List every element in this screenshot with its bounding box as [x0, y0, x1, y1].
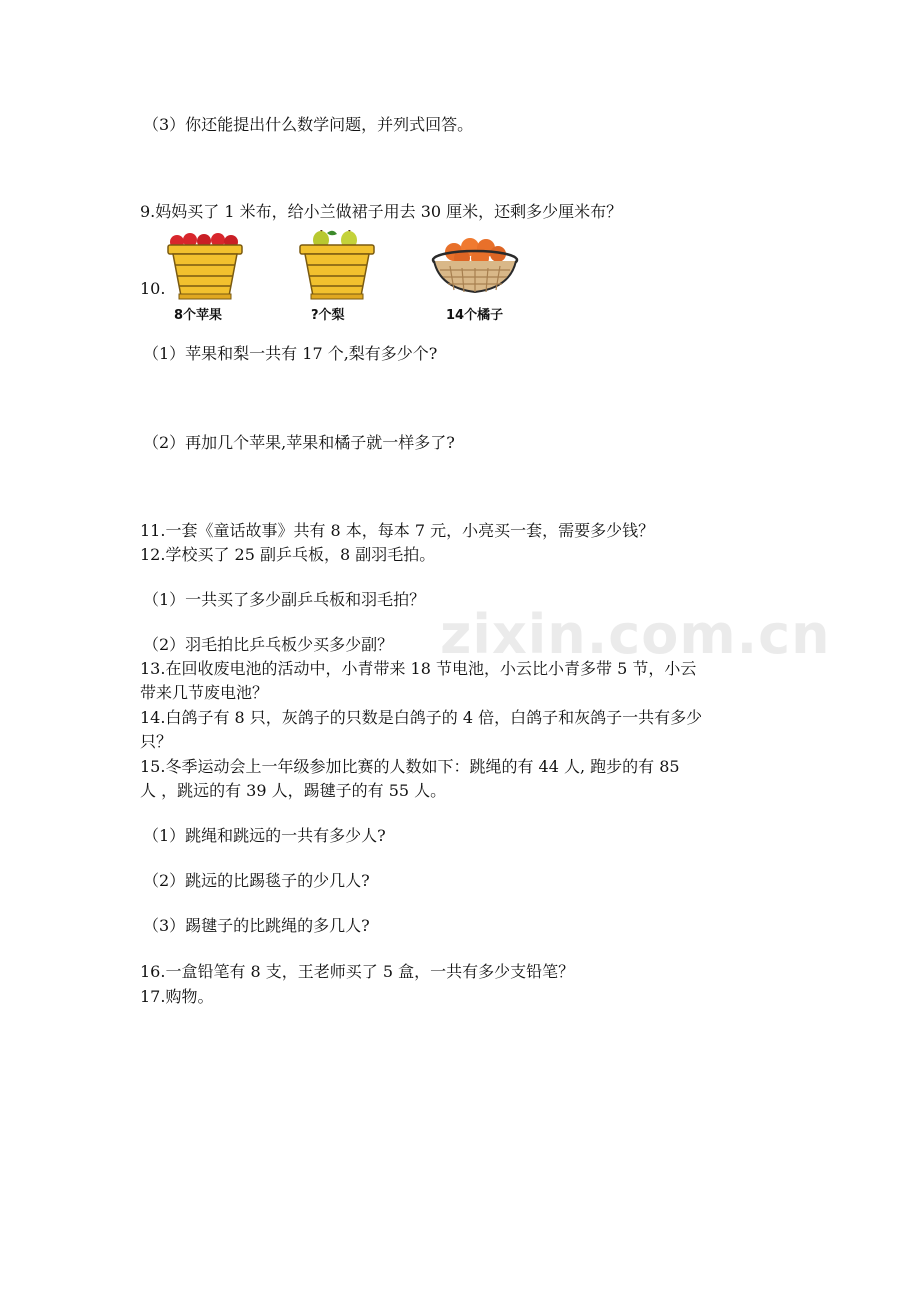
apple-basket-icon — [165, 230, 245, 302]
pear-basket-icon — [297, 230, 377, 302]
question-15-2: （2）跳远的比踢毯子的少几人? — [143, 871, 370, 890]
question-14-line2: 只？ — [140, 732, 173, 751]
question-16: 16.一盒铅笔有 8 支，王老师买了 5 盒，一共有多少支铅笔？ — [140, 962, 575, 981]
question-15-3: （3）踢毽子的比跳绳的多几人? — [143, 916, 370, 935]
question-17: 17.购物。 — [140, 987, 214, 1006]
question-15-1: （1）跳绳和跳远的一共有多少人? — [143, 826, 386, 845]
pear-count-label: ?个梨 — [311, 308, 345, 323]
question-10-2: （2）再加几个苹果,苹果和橘子就一样多了? — [143, 433, 455, 452]
question-15-line1: 15.冬季运动会上一年级参加比赛的人数如下：跳绳的有 44 人, 跑步的有 85 — [140, 757, 680, 776]
orange-basket-icon — [430, 230, 520, 302]
watermark: zixin.com.cn — [440, 603, 831, 666]
apple-count-label: 8个苹果 — [174, 308, 223, 323]
question-10-number: 10. — [140, 279, 166, 298]
pear-basket-figure — [297, 230, 377, 330]
question-11: 11.一套《童话故事》共有 8 本，每本 7 元，小亮买一套，需要多少钱？ — [140, 521, 655, 540]
question-14-line1: 14.白鸽子有 8 只，灰鸽子的只数是白鸽子的 4 倍，白鸽子和灰鸽子一共有多少 — [140, 708, 703, 727]
question-9: 9.妈妈买了 1 米布，给小兰做裙子用去 30 厘米，还剩多少厘米布？ — [140, 202, 623, 221]
question-13-line2: 带来几节废电池？ — [140, 683, 269, 702]
orange-basket-figure — [430, 230, 520, 330]
question-12-2: （2）羽毛拍比乒乓板少买多少副？ — [143, 635, 394, 654]
question-12: 12.学校买了 25 副乒乓板，8 副羽毛拍。 — [140, 545, 436, 564]
question-10-1: （1）苹果和梨一共有 17 个,梨有多少个? — [143, 344, 438, 363]
question-12-1: （1）一共买了多少副乒乓板和羽毛拍？ — [143, 590, 426, 609]
question-8-3: （3）你还能提出什么数学问题，并列式回答。 — [143, 115, 474, 134]
apple-basket-figure — [165, 230, 245, 330]
question-15-line2: 人 ，跳远的有 39 人，踢毽子的有 55 人。 — [140, 781, 447, 800]
orange-count-label: 14个橘子 — [446, 308, 504, 323]
question-13-line1: 13.在回收废电池的活动中，小青带来 18 节电池，小云比小青多带 5 节，小云 — [140, 659, 697, 678]
